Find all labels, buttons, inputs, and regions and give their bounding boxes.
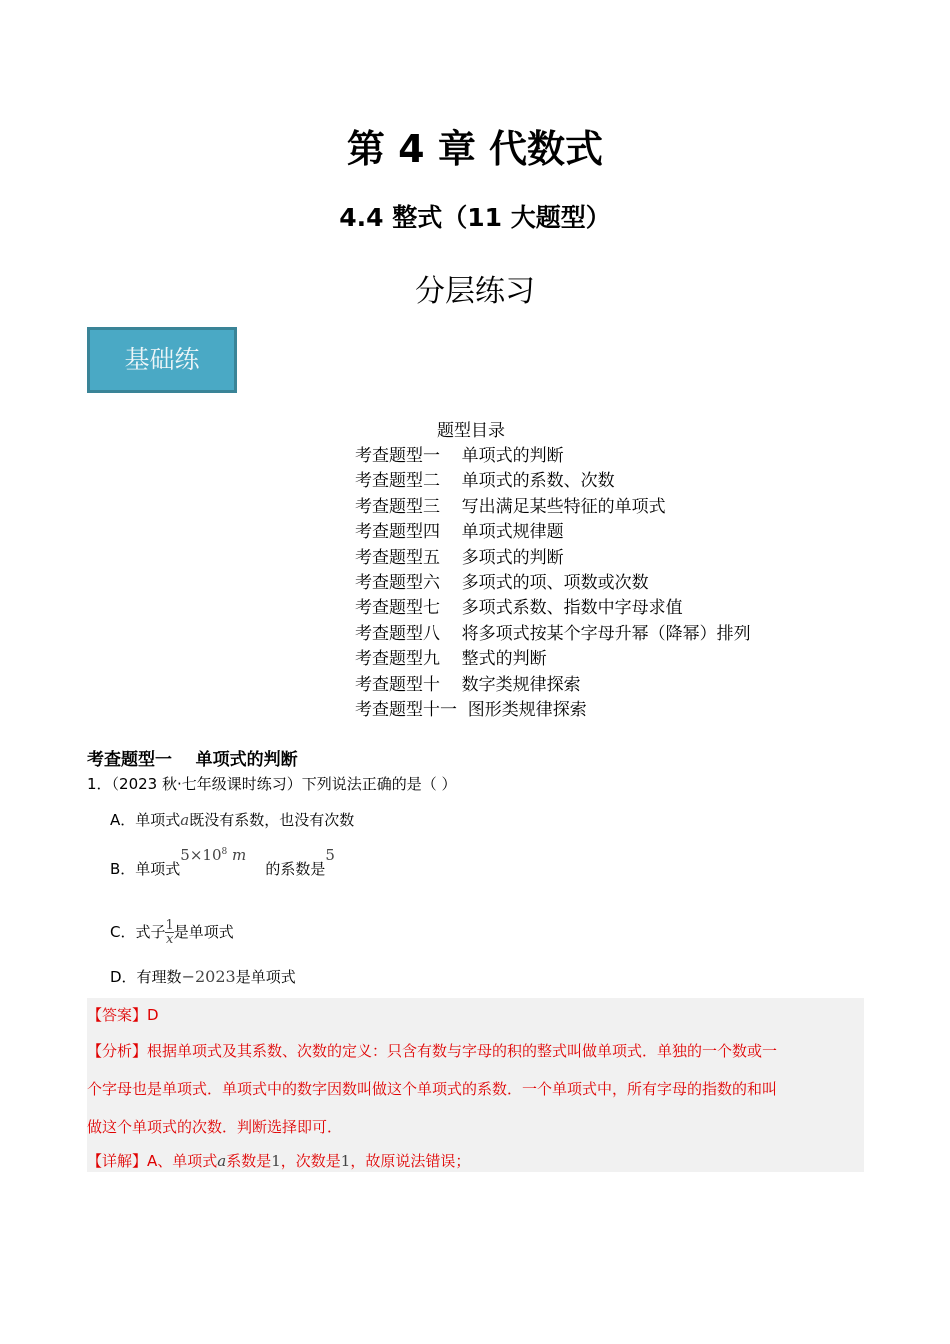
math: 5: [325, 846, 335, 864]
section-heading: 考查题型一 单项式的判断: [87, 750, 298, 770]
text: B．单项式: [110, 860, 181, 878]
toc-item: 考查题型二 单项式的系数、次数: [355, 471, 615, 492]
option-d: [110, 966, 296, 987]
toc-item: 考查题型六 多项式的项、项数或次数: [355, 572, 649, 593]
math: a: [217, 1152, 227, 1170]
text: C．式子: [110, 923, 166, 941]
question-stem: 1．（2023 秋·七年级课时练习）下列说法正确的是（ ）: [87, 775, 457, 793]
text: ，次数是: [280, 1152, 341, 1170]
toc-item: 考查题型九 整式的判断: [355, 649, 547, 670]
math: 5×10: [180, 846, 222, 864]
toc-item: 考查题型八 将多项式按某个字母升幂（降幂）排列: [355, 623, 751, 644]
math: 8: [221, 847, 228, 857]
math: m: [232, 846, 247, 864]
toc-item: 考查题型五 多项式的判断: [355, 547, 564, 568]
answer-block: [87, 998, 864, 1172]
text: D．有理数: [110, 968, 182, 986]
toc-item: 考查题型三 写出满足某些特征的单项式: [355, 496, 666, 517]
chapter-title: 第 4 章 代数式: [346, 127, 604, 171]
analysis-line: 【分析】根据单项式及其系数、次数的定义：只含有数与字母的积的整式叫做单项式．单独的一个数或一: [87, 1042, 778, 1060]
analysis-line: 做这个单项式的次数．判断选择即可．: [87, 1118, 343, 1136]
practice-title: 分层练习: [415, 274, 535, 309]
option-a: [110, 809, 354, 830]
math: 1: [340, 1152, 351, 1170]
toc-item: 考查题型一 单项式的判断: [355, 446, 564, 466]
math: x: [165, 932, 174, 947]
math: a: [180, 811, 190, 829]
toc-item: 考查题型七 多项式系数、指数中字母求值: [355, 598, 683, 619]
toc-list: [355, 441, 751, 720]
text: 既没有系数，也没有次数: [189, 811, 355, 829]
toc-item: 考查题型十一 图形类规律探索: [355, 699, 587, 720]
text: ，故原说法错误；: [350, 1152, 471, 1170]
math: 1: [165, 918, 174, 933]
text: 系数是: [226, 1152, 272, 1170]
text: 的系数是: [265, 860, 326, 878]
detail-line: [87, 1150, 470, 1171]
math: 1: [271, 1152, 281, 1170]
text: 是单项式: [235, 968, 296, 986]
toc-item: 考查题型四 单项式规律题: [355, 522, 564, 543]
text: 是单项式: [173, 923, 234, 941]
answer-line: 【答案】D: [87, 1006, 159, 1024]
toc-item: 考查题型十 数字类规律探索: [355, 674, 581, 695]
basic-practice-badge: 基础练: [87, 327, 237, 393]
section-title: 4.4 整式（11 大题型）: [339, 203, 611, 232]
math: −2023: [181, 967, 236, 986]
text: A．单项式: [110, 811, 181, 829]
analysis-line: 个字母也是单项式．单项式中的数字因数叫做这个单项式的系数．一个单项式中，所有字母的指数的和叫: [87, 1080, 778, 1098]
toc-title: 题型目录: [437, 421, 505, 441]
option-c: [110, 919, 234, 946]
text: 【详解】A、单项式: [87, 1152, 218, 1170]
